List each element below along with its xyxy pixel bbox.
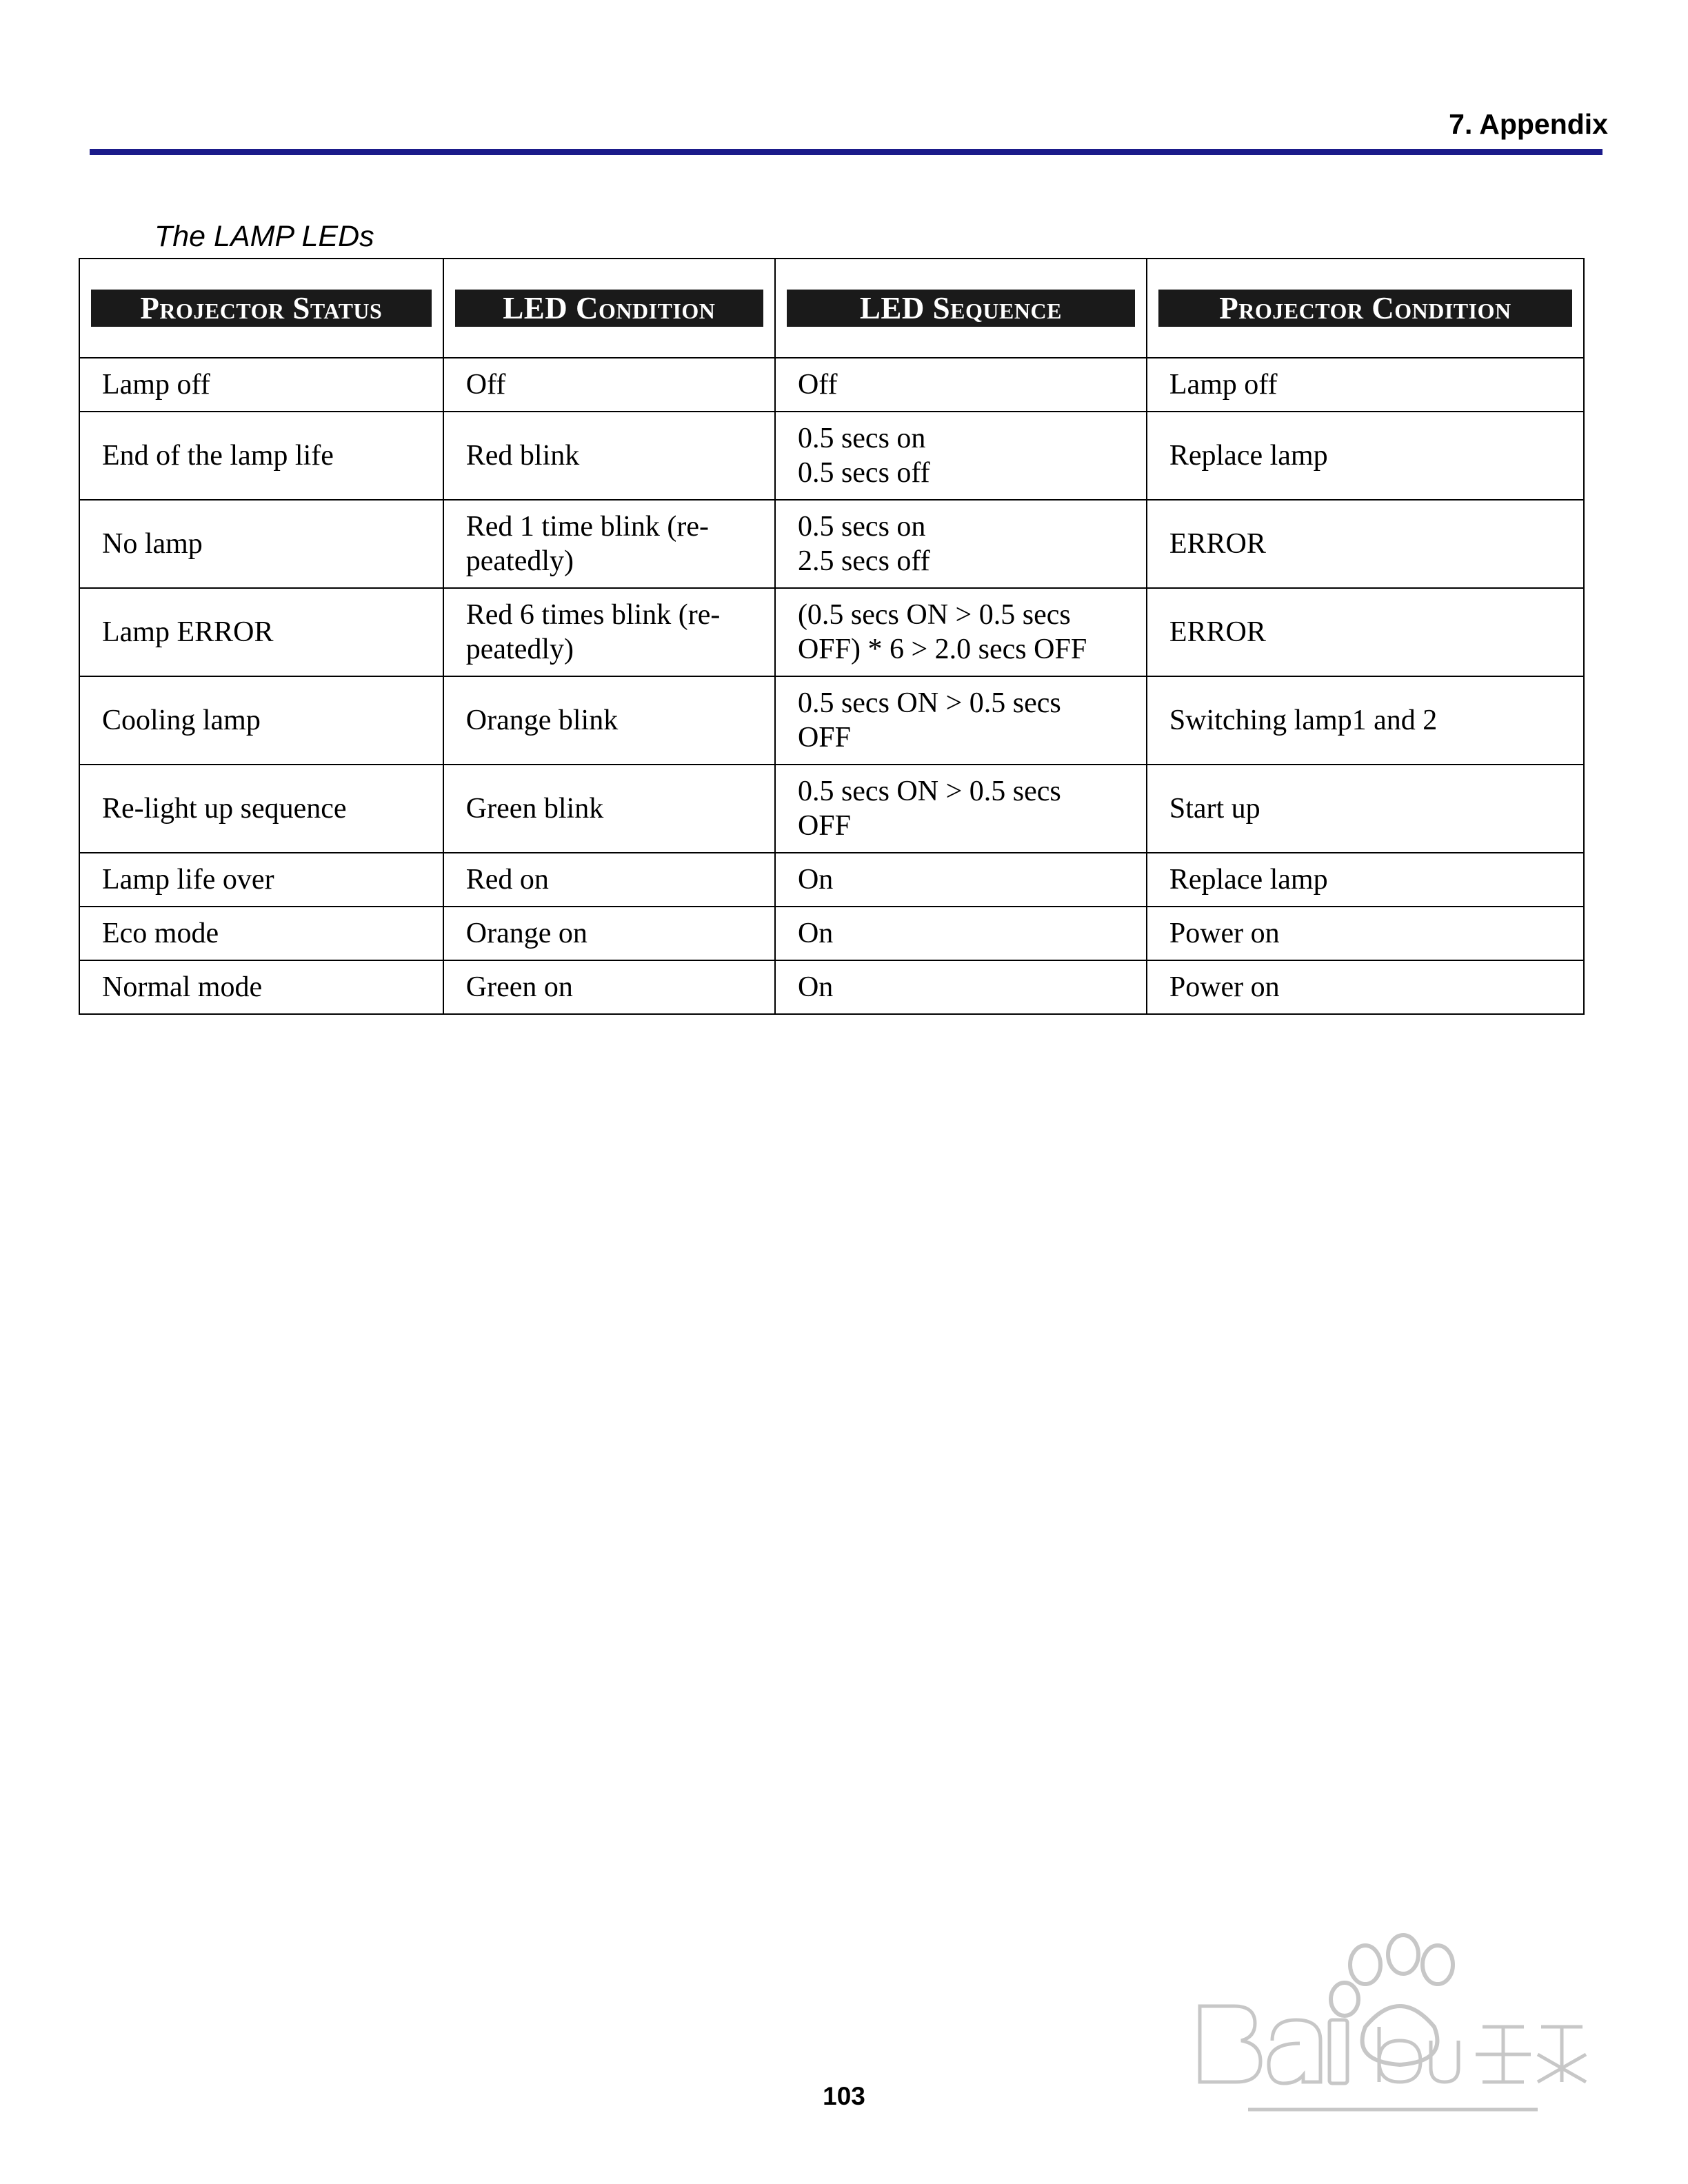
cell-led-sequence: 0.5 secs on 0.5 secs off xyxy=(775,412,1147,500)
cell-projector-status: Lamp off xyxy=(79,358,443,412)
table-row xyxy=(79,765,1584,853)
table-header-row xyxy=(79,259,1584,358)
cell-projector-condition: Start up xyxy=(1147,765,1584,853)
cell-projector-status: Lamp life over xyxy=(79,853,443,907)
column-header-label: Projector Status xyxy=(91,290,432,327)
cell-led-condition: Red blink xyxy=(443,412,775,500)
cell-projector-condition: Power on xyxy=(1147,907,1584,960)
table-row xyxy=(79,676,1584,765)
table-row xyxy=(79,412,1584,500)
cell-led-condition: Green on xyxy=(443,960,775,1014)
cell-projector-condition: Lamp off xyxy=(1147,358,1584,412)
cell-projector-condition: Replace lamp xyxy=(1147,412,1584,500)
cell-projector-status: Eco mode xyxy=(79,907,443,960)
cell-led-sequence: 0.5 secs on 2.5 secs off xyxy=(775,500,1147,588)
lamp-led-table xyxy=(79,258,1585,1015)
cell-projector-condition: Switching lamp1 and 2 xyxy=(1147,676,1584,765)
table-caption: The LAMP LEDs xyxy=(154,220,374,253)
cell-projector-status: No lamp xyxy=(79,500,443,588)
column-header-projector-condition xyxy=(1147,259,1584,358)
column-header-led-sequence xyxy=(775,259,1147,358)
table-row xyxy=(79,907,1584,960)
baidu-jingyan-watermark-logo xyxy=(1193,1923,1593,2130)
cell-led-sequence: 0.5 secs ON > 0.5 secs OFF xyxy=(775,765,1147,853)
cell-led-sequence: On xyxy=(775,960,1147,1014)
table-row xyxy=(79,853,1584,907)
page-number: 103 xyxy=(823,2082,865,2110)
cell-led-sequence: (0.5 secs ON > 0.5 secs OFF) * 6 > 2.0 secs OFF xyxy=(775,588,1147,676)
cell-led-condition: Off xyxy=(443,358,775,412)
cell-led-condition: Green blink xyxy=(443,765,775,853)
cell-projector-status: Re-light up sequence xyxy=(79,765,443,853)
column-header-label: LED Sequence xyxy=(787,290,1135,327)
cell-projector-status: Cooling lamp xyxy=(79,676,443,765)
column-header-projector-status xyxy=(79,259,443,358)
cell-led-condition: Red 1 time blink (re- peatedly) xyxy=(443,500,775,588)
cell-projector-condition: Power on xyxy=(1147,960,1584,1014)
cell-projector-condition: ERROR xyxy=(1147,500,1584,588)
cell-led-condition: Orange blink xyxy=(443,676,775,765)
cell-projector-condition: Replace lamp xyxy=(1147,853,1584,907)
table-row xyxy=(79,960,1584,1014)
table-row xyxy=(79,358,1584,412)
table-row xyxy=(79,500,1584,588)
table-row xyxy=(79,588,1584,676)
column-header-label: Projector Condition xyxy=(1158,290,1572,327)
cell-led-condition: Red on xyxy=(443,853,775,907)
cell-led-sequence: Off xyxy=(775,358,1147,412)
cell-led-sequence: 0.5 secs ON > 0.5 secs OFF xyxy=(775,676,1147,765)
cell-projector-condition: ERROR xyxy=(1147,588,1584,676)
header-rule xyxy=(90,149,1602,155)
column-header-label: LED Condition xyxy=(455,290,763,327)
cell-projector-status: Normal mode xyxy=(79,960,443,1014)
cell-led-sequence: On xyxy=(775,907,1147,960)
cell-led-condition: Red 6 times blink (re- peatedly) xyxy=(443,588,775,676)
section-header: 7. Appendix xyxy=(1449,108,1608,140)
cell-projector-status: End of the lamp life xyxy=(79,412,443,500)
cell-projector-status: Lamp ERROR xyxy=(79,588,443,676)
cell-led-condition: Orange on xyxy=(443,907,775,960)
cell-led-sequence: On xyxy=(775,853,1147,907)
table-body xyxy=(79,358,1584,1014)
column-header-led-condition xyxy=(443,259,775,358)
